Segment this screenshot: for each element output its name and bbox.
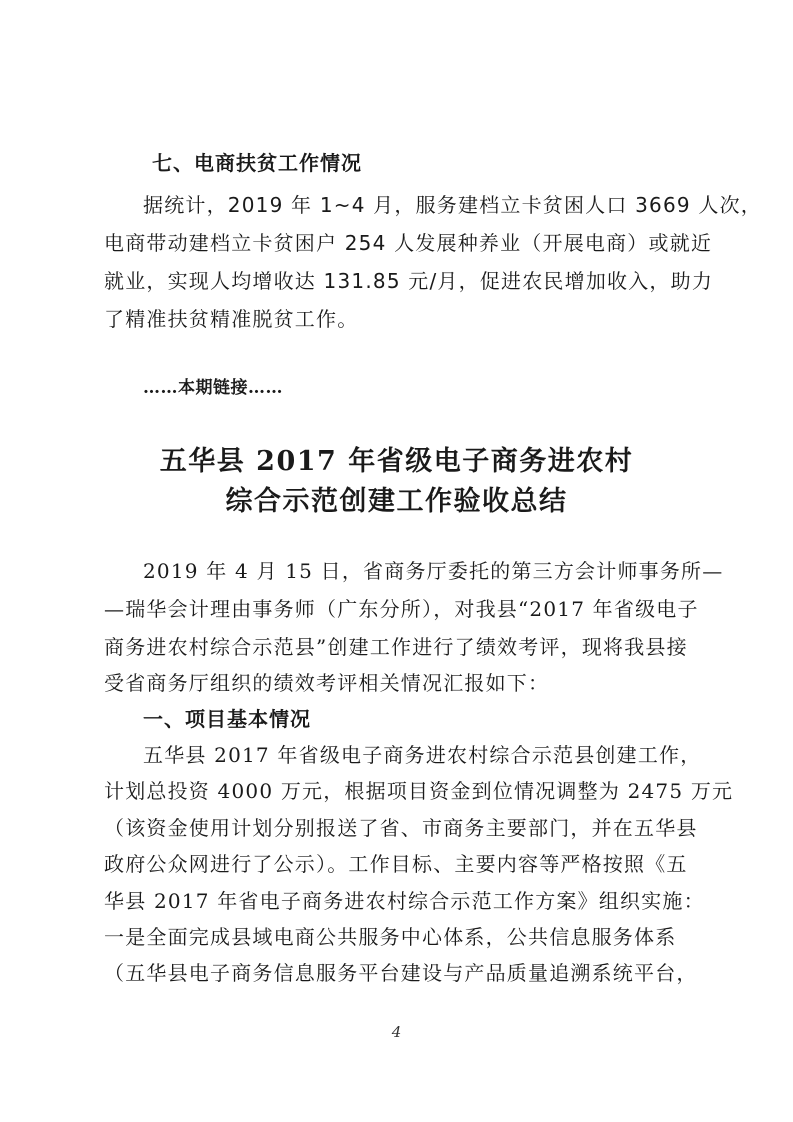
- intro-line-2: —瑞华会计理由事务师（广东分所），对我县“2017 年省级电子: [104, 597, 699, 621]
- section7-heading: 七、电商扶贫工作情况: [152, 151, 362, 175]
- section1-line-6: 一是全面完成县域电商公共服务中心体系，公共信息服务体系: [104, 925, 677, 949]
- page-number: 4: [391, 1023, 402, 1041]
- section1-line-3: （该资金使用计划分别报送了省、市商务主要部门，并在五华县: [104, 816, 698, 840]
- section1-heading: 一、项目基本情况: [143, 707, 311, 731]
- intro-line-1: 2019 年 4 月 15 日，省商务厅委托的第三方会计师事务所—: [143, 559, 724, 583]
- intro-line-3: 商务进农村综合示范县”创建工作进行了绩效考评，现将我县接: [104, 635, 688, 659]
- section7-line-2: 电商带动建档立卡贫困户 254 人发展种养业（开展电商）或就近: [104, 231, 713, 255]
- section7-line-3: 就业，实现人均增收达 131.85 元/月，促进农民增加收入，助力: [104, 269, 714, 293]
- section1-line-7: （五华县电子商务信息服务平台建设与产品质量追溯系统平台，: [104, 961, 698, 985]
- section1-line-4: 政府公众网进行了公示）。工作目标、主要内容等严格按照《五: [104, 852, 688, 876]
- article-title-line-2: 综合示范创建工作验收总结: [225, 486, 568, 517]
- section7-line-4: 了精准扶贫精准脱贫工作。: [104, 307, 359, 331]
- section1-line-5: 华县 2017 年省电子商务进农村综合示范工作方案》组织实施：: [104, 889, 705, 913]
- section1-line-1: 五华县 2017 年省级电子商务进农村综合示范县创建工作，: [143, 743, 702, 767]
- section7-line-1: 据统计，2019 年 1~4 月，服务建档立卡贫困人口 3669 人次，: [143, 193, 762, 217]
- intro-line-4: 受省商务厅组织的绩效考评相关情况汇报如下：: [104, 671, 550, 695]
- section1-line-2: 计划总投资 4000 万元，根据项目资金到位情况调整为 2475 万元: [104, 779, 734, 803]
- link-marker: ……本期链接……: [143, 378, 283, 398]
- article-title-line-1: 五华县 2017 年省级电子商务进农村: [159, 446, 634, 477]
